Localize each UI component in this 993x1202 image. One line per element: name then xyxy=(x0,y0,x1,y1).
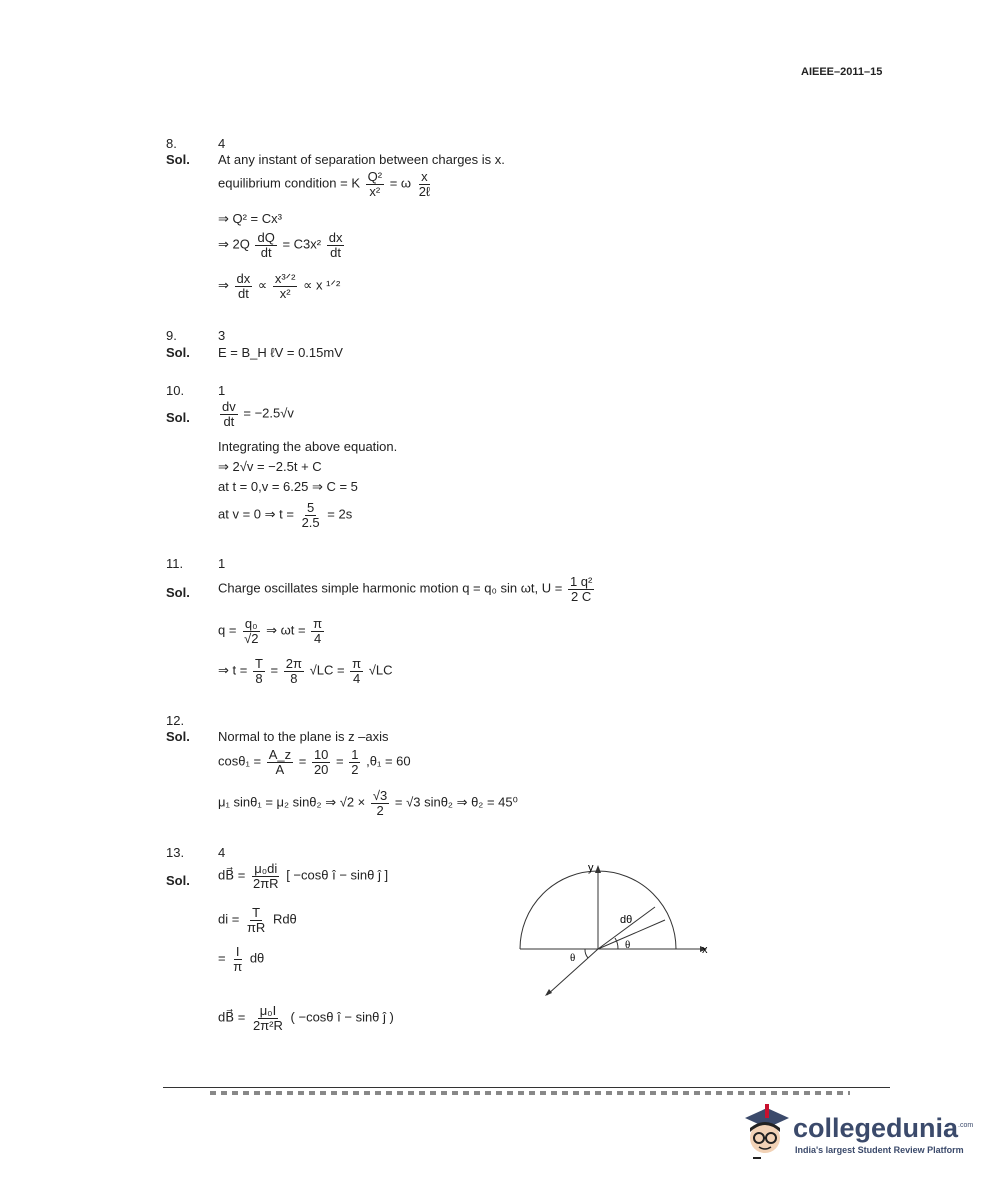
equation: ⇒ $\frac{dx}{dt}$ ∝ $\frac{\text{x³ᐟ²}}{\text{x²}}$ ∝ x ¹ᐟ² xyxy=(218,271,341,301)
semicircle-diagram xyxy=(515,855,725,1005)
equation: di = $\frac{T}{\pi R}$ Rdθ xyxy=(218,905,297,935)
sol-label: Sol. xyxy=(166,410,190,425)
solution-text: Integrating the above equation. xyxy=(218,439,398,454)
sol-label: Sol. xyxy=(166,585,190,600)
equation: $\frac{dv}{dt}$ = −2.5√v xyxy=(222,399,294,429)
solution-text: Charge oscillates simple harmonic motion q = q₀ sin ωt, U = $\frac{\text{1 q²}}{2 C}$ xyxy=(218,574,593,604)
answer: 3 xyxy=(218,328,226,343)
theta-arc-2 xyxy=(585,949,588,958)
footer-fine-print xyxy=(210,1091,850,1095)
equation: ⇒ 2√v = −2.5t + C xyxy=(218,459,322,474)
answer: 4 xyxy=(218,845,226,860)
equation: at t = 0,v = 6.25 ⇒ C = 5 xyxy=(218,479,358,494)
equation: μ₁ sinθ₁ = μ₂ sinθ₂ ⇒ √2 × $\frac{√3}{2}$ = √3 sinθ₂ ⇒ θ₂ = 45⁰ xyxy=(218,788,518,818)
equation: cosθ₁ = $\frac{A\_z}{A}$ = $\frac{10}{20}$ = $\frac{1}{2}$ ,θ₁ = 60 xyxy=(218,747,411,777)
answer: 1 xyxy=(218,556,226,571)
brand-tagline: India's largest Student Review Platform xyxy=(795,1145,964,1155)
question-number: 13. xyxy=(166,845,185,860)
dtheta-label: dθ xyxy=(620,914,633,926)
answer: 1 xyxy=(218,383,226,398)
equation: dB⃗ = $\frac{\text{μ₀I}}{\text{2π²R}}$ ( −cosθ î − sinθ ĵ ) xyxy=(218,1003,394,1033)
brand-name: collegedunia$^{.com}$ xyxy=(793,1113,974,1143)
sol-label: Sol. xyxy=(166,152,190,167)
theta-label-2: θ xyxy=(570,952,576,964)
y-label: y xyxy=(588,862,594,874)
equation: ⇒ t = $\frac{T}{8}$ = $\frac{2\pi}{8}$ √LC = $\frac{\pi}{4}$ √LC xyxy=(218,656,393,686)
equation: dB⃗ = $\frac{\text{μ₀di}}{2\pi R}$ [ −cosθ î − sinθ ĵ ] xyxy=(218,861,389,891)
brand-com: .com xyxy=(958,1122,974,1129)
footer-divider xyxy=(163,1087,890,1088)
theta-arc xyxy=(615,938,618,949)
equation: at v = 0 ⇒ t = $\frac{5}{2.5}$ = 2s xyxy=(218,500,353,530)
equation: equilibrium condition = K $\frac{\text{Q²}}{\text{x²}}$ = ω $\frac{x}{\text{2ℓ}}$ xyxy=(218,169,431,199)
equation: = $\frac{I}{\pi}$ dθ xyxy=(218,944,265,974)
question-number: 9. xyxy=(166,328,177,343)
equation: E = B_H ℓV = 0.15mV xyxy=(218,345,343,360)
page-header-code: AIEEE–2011–15 xyxy=(801,66,883,78)
answer: 4 xyxy=(218,136,226,151)
sol-label: Sol. xyxy=(166,729,190,744)
equation: ⇒ 2Q $\frac{dQ}{dt}$ = C3x² $\frac{dx}{dt}$ xyxy=(218,230,343,260)
x-label: x xyxy=(702,944,708,956)
question-number: 11. xyxy=(166,556,184,571)
solution-text: Normal to the plane is z –axis xyxy=(218,729,389,744)
db-vector-arrow xyxy=(545,989,552,996)
sol-label: Sol. xyxy=(166,873,190,888)
collegedunia-logo-icon xyxy=(735,1100,795,1162)
sol-label: Sol. xyxy=(166,345,190,360)
y-axis-arrow xyxy=(595,865,601,873)
equation: q = $\frac{\text{q₀}}{√2}$ ⇒ ωt = $\frac{\pi}{4}$ xyxy=(218,616,323,646)
question-number: 12. xyxy=(166,713,185,728)
equation: ⇒ Q² = Cx³ xyxy=(218,211,282,226)
solution-text: At any instant of separation between charges is x. xyxy=(218,152,505,167)
question-number: 8. xyxy=(166,136,177,151)
question-number: 10. xyxy=(166,383,185,398)
theta-label: θ xyxy=(625,939,631,951)
